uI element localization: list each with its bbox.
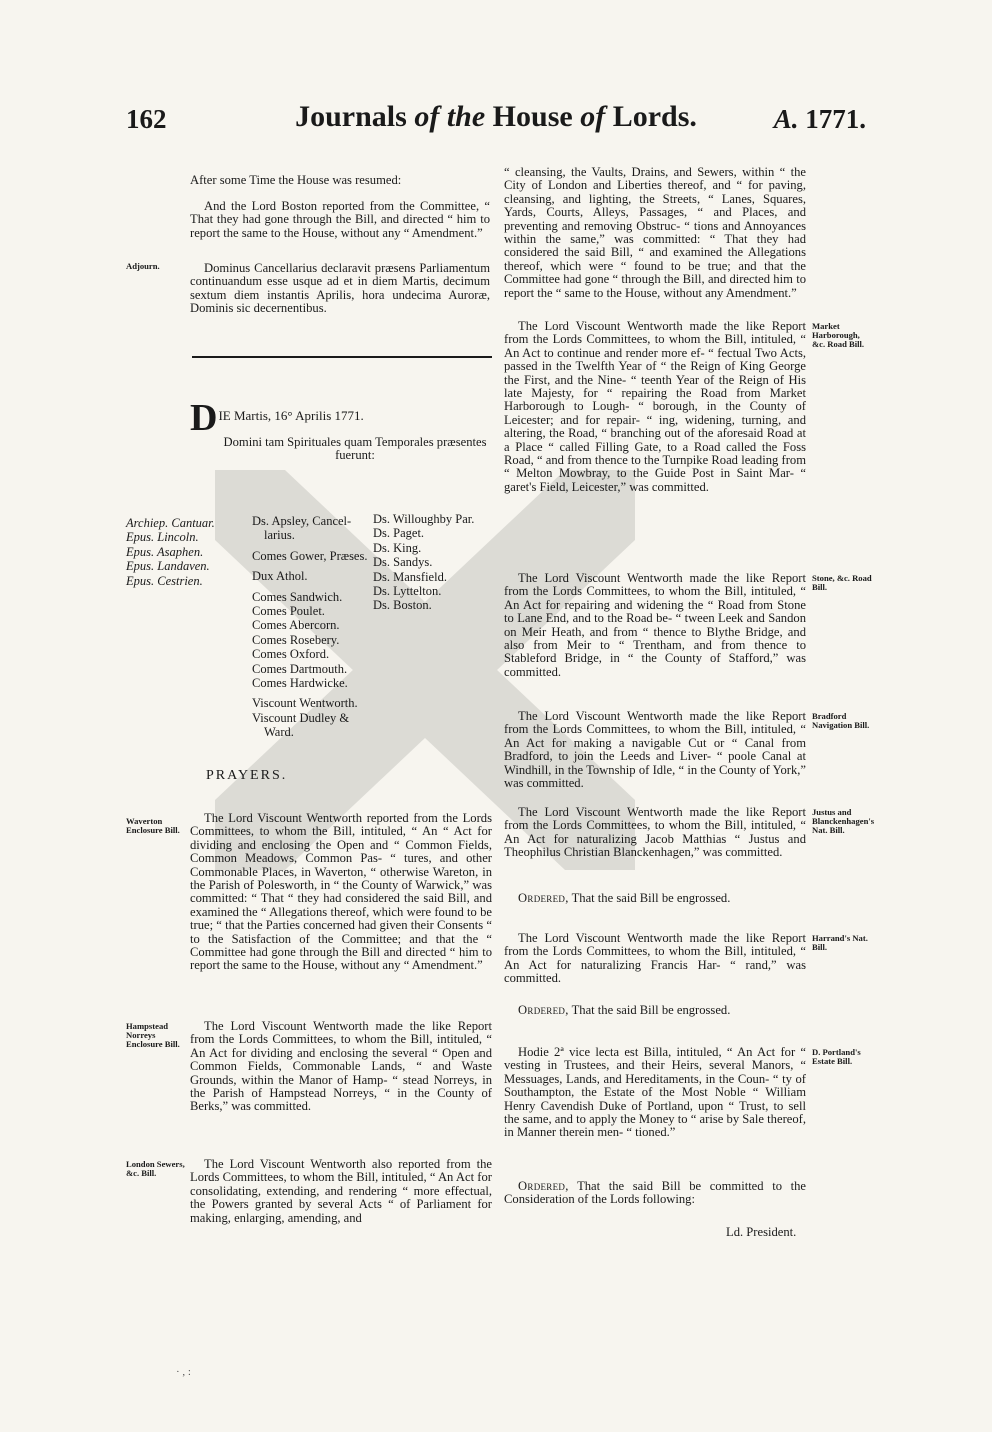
prayers-heading: PRAYERS. [206, 768, 288, 783]
title-house: House [492, 100, 573, 133]
lord-spiritual-item: Epus. Asaphen. [126, 544, 204, 559]
lord-spiritual-item: Epus. Lincoln. [126, 530, 199, 545]
lord-temporal-item: Comes Rosebery. [252, 632, 340, 647]
lord-baron-item: Ds. Paget. [373, 526, 425, 541]
lord-spiritual-item: Archiep. Cantuar. [126, 516, 215, 530]
margin-note-london: London Sewers, &c. Bill. [126, 1159, 185, 1178]
lord-temporal-item: Viscount Wentworth. [252, 696, 358, 711]
margin-note-portland: D. Portland's Estate Bill. [812, 1047, 861, 1066]
lord-temporal-item: Comes Sandwich. [252, 589, 343, 604]
ordered-text-2: That the said Bill be engrossed. [571, 1003, 731, 1017]
margin-note-harrand: Harrand's Nat. Bill. [812, 933, 868, 952]
lord-temporal-item: Comes Hardwicke. [252, 676, 348, 691]
sitting-date-heading [190, 396, 364, 440]
london-paragraph-continued: “ cleansing, the Vaults, Drains, and Sewers, within “ the City of London and Liberties thereof, and “ for paving, cleansing, and lighting, the Streets, “ Lanes, Squares, Yards, Courts, Alleys, Passages, “ and Places, and preventing and removing Obstruc- “ tions and Annoyances within the same,” was committed: “ That they had considered the said Bill, “ and examined the Allegations thereof, which were “ found to be true; and that the Committee had gone “ through the Bill, and directed him to report the “ same to the House, without any Amendment.” [504, 165, 806, 300]
lord-temporal-item: Comes Poulet. [252, 604, 325, 619]
margin-note-hampstead: Hampstead Norreys Enclosure Bill. [126, 1021, 180, 1049]
portland-paragraph: Hodie 2ª vice lecta est Billa, intituled, “ An Act for “ vesting in Trustees, and their Heirs, several Manors, “ Messuages, Lands, and Hereditaments, in the Coun- “ ty of Southampton, the Estate of the Most Noble “ William Henry Cavendish Duke of Portland, upon “ Trust, to sell the same, and to apply the Money to “ arise by Sale thereof, in Manner therein men- “ tioned.” [504, 1045, 806, 1140]
bradford-paragraph: The Lord Viscount Wentworth made the like Report from the Lords Committees, to whom the Bill, intituled, “ An Act for making a navigable Cut or “ Canal from Bradford, to join the Leeds and Liver- “ poole Canal at Windhill, in the Township of Idle, “ in the County of York,” was committed. [504, 709, 806, 791]
lord-temporal-item: Comes Oxford. [252, 647, 330, 662]
margin-note-adjourn: Adjourn. [126, 261, 160, 271]
ordered-text-1: That the said Bill be engrossed. [571, 891, 731, 905]
title-lords: Lords. [612, 100, 697, 133]
page-year [774, 104, 866, 135]
london-paragraph: The Lord Viscount Wentworth also reported from the Lords Committees, to whom the Bill, intituled, “ An Act for consolidating, extending, and rendering “ more effectual, the Powers granted by several Acts “ of Parliament for making, enlarging, amending, and [190, 1157, 492, 1225]
lord-baron-item: Ds. Boston. [373, 598, 432, 613]
lord-baron-item: Ds. Willoughby Par. [373, 512, 475, 526]
hampstead-paragraph: The Lord Viscount Wentworth made the like Report from the Lords Committees, to whom the Bill, intituled, “ An Act for dividing and enclosing the several “ Open and Common Fields, Commonable Lands, “ and Waste Grounds, within the Manor of Hamp- “ stead Norreys, in the Parish of Hampstead Norreys, “ in the County of Berks,” was committed. [190, 1019, 492, 1114]
year-prefix: A. [773, 104, 799, 134]
ordered-label-1: Ordered, [518, 891, 569, 905]
lords-temporal-list-2 [373, 512, 474, 613]
lord-baron-item: Ds. King. [373, 540, 422, 555]
margin-note-waverton: Waverton Enclosure Bill. [126, 816, 180, 835]
margin-note-market-harborough: Market Harborough, &c. Road Bill. [812, 321, 865, 349]
ld-president: Ld. President. [726, 1225, 797, 1239]
running-title [126, 100, 866, 134]
lord-baron-item: Ds. Lyttelton. [373, 584, 442, 599]
section-divider [192, 356, 492, 358]
year-value: 1771. [805, 104, 866, 134]
ordered-committed [504, 1180, 806, 1207]
stone-road-paragraph: The Lord Viscount Wentworth made the like Report from the Lords Committees, to whom the Bill, intituled, “ An Act for repairing and widening the “ Road from Stone to Lane End, and to the Road be- “ tween Leek and Sandon on Meir Heath, and from “ thence to Blythe Bridge, and also from Meir to “ Trentham, and from thence to Stableford Bridge, in “ the County of Stafford,” was committed. [504, 571, 806, 679]
ordered-text-3: That the said Bill be committed to the Consideration of the Lords following: [504, 1179, 807, 1207]
footer-marks: · , : [176, 1366, 191, 1378]
lord-temporal-item: Comes Gower, Præses. [252, 548, 368, 563]
lord-spiritual-item: Epus. Cestrien. [126, 573, 203, 588]
lord-temporal-item: Comes Dartmouth. [252, 661, 348, 676]
lord-temporal-item: Dux Athol. [252, 569, 308, 584]
title-journals: Journals [295, 100, 407, 133]
market-harborough-paragraph: The Lord Viscount Wentworth made the like Report from the Lords Committees, to whom the Bill, intituled, “ An Act to continue and render more ef- “ fectual Two Acts, passed in the Twelfth Year of “ the Reign of King George the First, and the Nine- “ teenth Year of the Reign of His late Majesty, for “ repairing the Road from Market Harborough to Lough- “ borough, in the County of Leicester; and for repair- “ ing, widening, turning, and altering, the Road, “ branching out of the aforesaid Road at a Place “ called Filling Gate, to a Road called the Foss Road, “ and from thence to the Turnpike Road leading from “ Melton Mowbray, to the Guide Post in Saint Mar- “ garet's Field, Leicester,” was committed. [504, 319, 806, 494]
lord-temporal-item: Comes Abercorn. [252, 618, 340, 633]
margin-note-stone: Stone, &c. Road Bill. [812, 573, 872, 592]
drop-cap: D [190, 397, 218, 439]
ordered-engrossed-2 [518, 1004, 808, 1017]
harrand-paragraph: The Lord Viscount Wentworth made the like Report from the Lords Committees, to whom the Bill, intituled, “ An Act for naturalizing Francis Har- “ rand,” was committed. [504, 931, 806, 986]
page-header [126, 100, 866, 152]
lords-temporal-list-1 [252, 514, 367, 740]
title-the: the [446, 100, 486, 133]
ordered-engrossed-1 [518, 892, 808, 905]
sitting-date-text: IE Martis, 16° Aprilis 1771. [218, 408, 364, 423]
boston-report-paragraph: And the Lord Boston reported from the Committee, “ That they had gone through the Bill, and directed “ him to report the same to the House, without any “ Amendment.” [190, 199, 490, 240]
title-of-2: of [580, 100, 606, 133]
margin-note-bradford: Bradford Navigation Bill. [812, 711, 870, 730]
resumed-paragraph: After some Time the House was resumed: [190, 173, 402, 187]
margin-note-justus: Justus and Blanckenhagen's Nat. Bill. [812, 807, 875, 835]
page-number: 162 [126, 104, 167, 134]
lord-baron-item: Ds. Sandys. [373, 555, 433, 570]
lord-temporal-item: Ward. [264, 725, 294, 740]
lords-present-heading: Domini tam Spirituales quam Temporales præsentes fuerunt: [223, 435, 487, 463]
lord-temporal-item: larius. [264, 528, 295, 543]
ordered-label-3: Ordered, [518, 1179, 569, 1193]
justus-paragraph: The Lord Viscount Wentworth made the like Report from the Lords Committees, to whom the Bill, intituled, “ An Act for naturalizing Jacob Matthias “ Justus and Theophilus Christian Blanckenhagen,” was committed. [504, 805, 806, 860]
ordered-label-2: Ordered, [518, 1003, 569, 1017]
title-of-1: of [414, 100, 440, 133]
waverton-paragraph: The Lord Viscount Wentworth reported from the Lords Committees, to whom the Bill, intituled, “ An “ Act for dividing and enclosing the Open and “ Common Fields, Common Meadows, Common Pas- “ tures, and other Commonable Places, in Waverton, “ otherwise Wareton, in the Parish of Polesworth, in “ the County of Warwick,” was committed: “ That “ they had considered the said Bill, and examined the “ Allegations thereof, which were found to be true; “ that the Parties concerned had given their Consents “ to the Satisfaction of the Committee; and that the “ Committee had gone through the Bill and directed “ him to report the same to the House, without any “ Amendment.” [190, 811, 492, 973]
lord-temporal-item: Viscount Dudley & [252, 710, 350, 725]
lords-spiritual-list [126, 516, 215, 588]
lord-baron-item: Ds. Mansfield. [373, 569, 447, 584]
adjournment-paragraph: Dominus Cancellarius declaravit præsens Parliamentum continuandum esse usque ad et in diem Martis, decimum sextum diem instantis Aprilis, hora undecima Auroræ, Dominis sic decernentibus. [190, 261, 490, 316]
lord-spiritual-item: Epus. Landaven. [126, 559, 210, 574]
lord-temporal-item: Ds. Apsley, Cancel- [252, 514, 352, 528]
